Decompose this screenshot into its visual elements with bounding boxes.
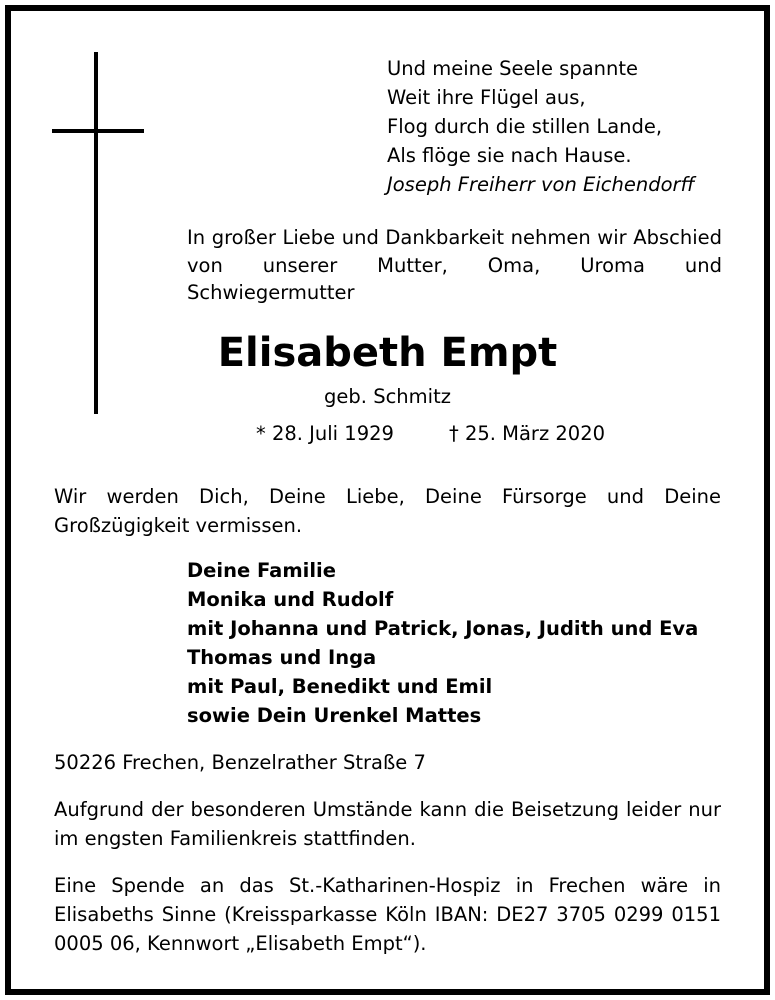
cross-horizontal-bar (52, 129, 144, 133)
poem-line: Als flöge sie nach Hause. (387, 144, 632, 167)
birth-date: * 28. Juli 1929 (256, 422, 394, 445)
donation-request: Eine Spende an das St.-Katharinen-Hospiz in Frechen wäre in Elisabeths Sinne (Kreissparkasse Köln IBAN: DE27 3705 0299 0151 0005 06, Kennwort „Elisabeth Empt“). (54, 874, 721, 955)
poem-line: Weit ihre Flügel aus, (387, 86, 586, 109)
intro-text: In großer Liebe und Dankbarkeit nehmen wir Abschied von unserer Mutter, Oma, Uroma und Schwiegermutter (187, 226, 722, 304)
farewell-message: Wir werden Dich, Deine Liebe, Deine Fürsorge und Deine Großzügigkeit vermissen. (54, 485, 721, 537)
poem-line: Und meine Seele spannte (387, 57, 639, 80)
death-date: † 25. März 2020 (449, 422, 606, 445)
poem-author: Joseph Freiherr von Eichendorff (387, 173, 695, 196)
poem-block (387, 54, 695, 199)
deceased-name: Elisabeth Empt (217, 330, 558, 376)
family-line: mit Johanna und Patrick, Jonas, Judith und Eva (187, 617, 699, 640)
family-line: sowie Dein Urenkel Mattes (187, 704, 482, 727)
funeral-notice: Aufgrund der besonderen Umstände kann die Beisetzung leider nur im engsten Familienkreis stattfinden. (54, 798, 721, 850)
family-address: 50226 Frechen, Benzelrather Straße 7 (54, 751, 426, 774)
poem-line: Flog durch die stillen Lande, (387, 115, 663, 138)
family-line: Thomas und Inga (187, 646, 377, 669)
family-line: Monika und Rudolf (187, 588, 394, 611)
maiden-name: geb. Schmitz (324, 385, 451, 408)
family-line: mit Paul, Benedikt und Emil (187, 675, 493, 698)
family-signatures (187, 556, 698, 730)
family-line: Deine Familie (187, 559, 336, 582)
